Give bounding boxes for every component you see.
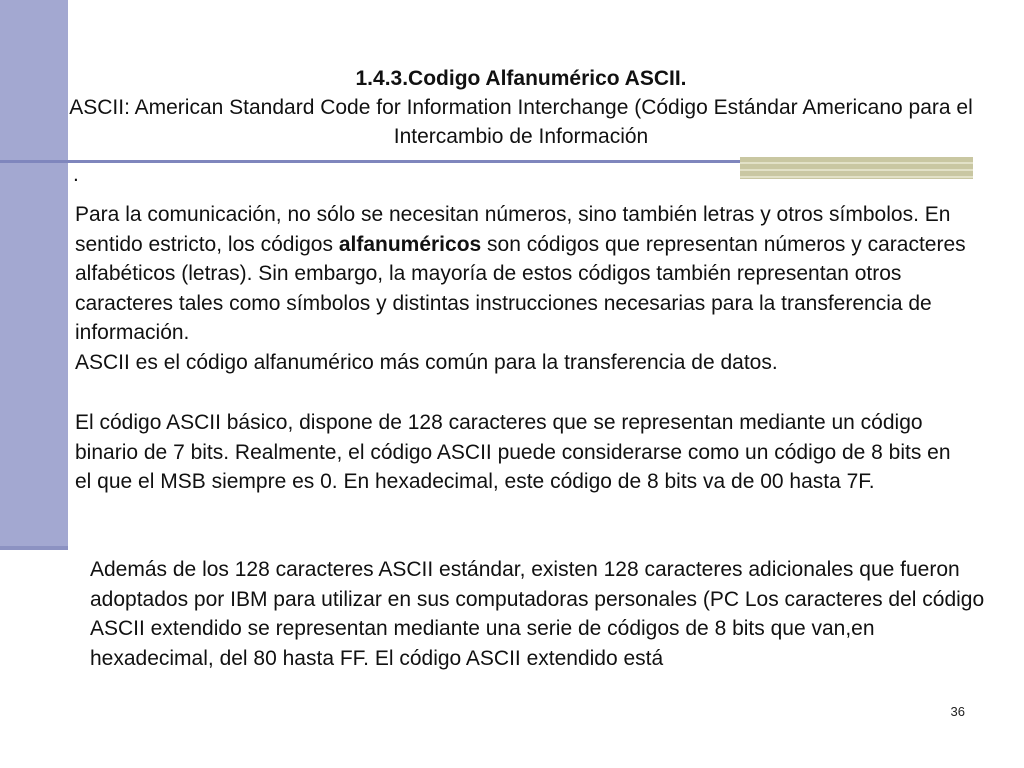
title-divider-accent [740, 157, 973, 179]
stray-mark: . [73, 163, 79, 186]
slide-title-block [68, 64, 974, 151]
side-decoration-bar [0, 0, 68, 546]
slide-title: 1.4.3.Codigo Alfanumérico ASCII. [355, 67, 687, 90]
paragraph-1-bold-term: alfanuméricos [338, 232, 482, 256]
title-divider-line [0, 160, 740, 163]
paragraph-alphanumeric-intro [75, 200, 995, 377]
paragraph-ascii-basic: El código ASCII básico, dispone de 128 caracteres que se representan mediante un código binario de 7 bits. Realmente, el código ASCII puede considerarse como un código de 8 bits en el que el MSB siempre es 0. En hexadecimal, este código de 8 bits va de 00 hasta 7F. [75, 411, 951, 493]
page-number: 36 [950, 704, 965, 719]
paragraph-1-second-line: ASCII es el código alfanumérico más común para la transferencia de datos. [75, 350, 778, 374]
paragraph-1-text-after-bold: son códigos que representan números y caracteres alfabéticos (letras). Sin embargo, la mayoría de estos códigos también representan otros caracteres tales como símbolos y distintas instrucciones necesarias para la transferencia de información. [75, 232, 966, 344]
paragraph-ascii-extended: Además de los 128 caracteres ASCII estándar, existen 128 caracteres adicionales que fueron adoptados por IBM para utilizar en sus computadoras personales (PC Los caracteres del código ASCII extendido se representan mediante una serie de códigos de 8 bits que van,en hexadecimal, del 80 hasta FF. El código ASCII extendido está [90, 558, 985, 670]
side-decoration-bar-edge [0, 546, 68, 550]
paragraph-1-text-before-bold: Para la comunicación, no sólo se necesitan números, sino también letras y otros símbolos. En sentido estricto, los códigos [75, 203, 951, 256]
slide-subtitle: ASCII: American Standard Code for Information Interchange (Código Estándar Americano para el Intercambio de Información [69, 96, 973, 148]
